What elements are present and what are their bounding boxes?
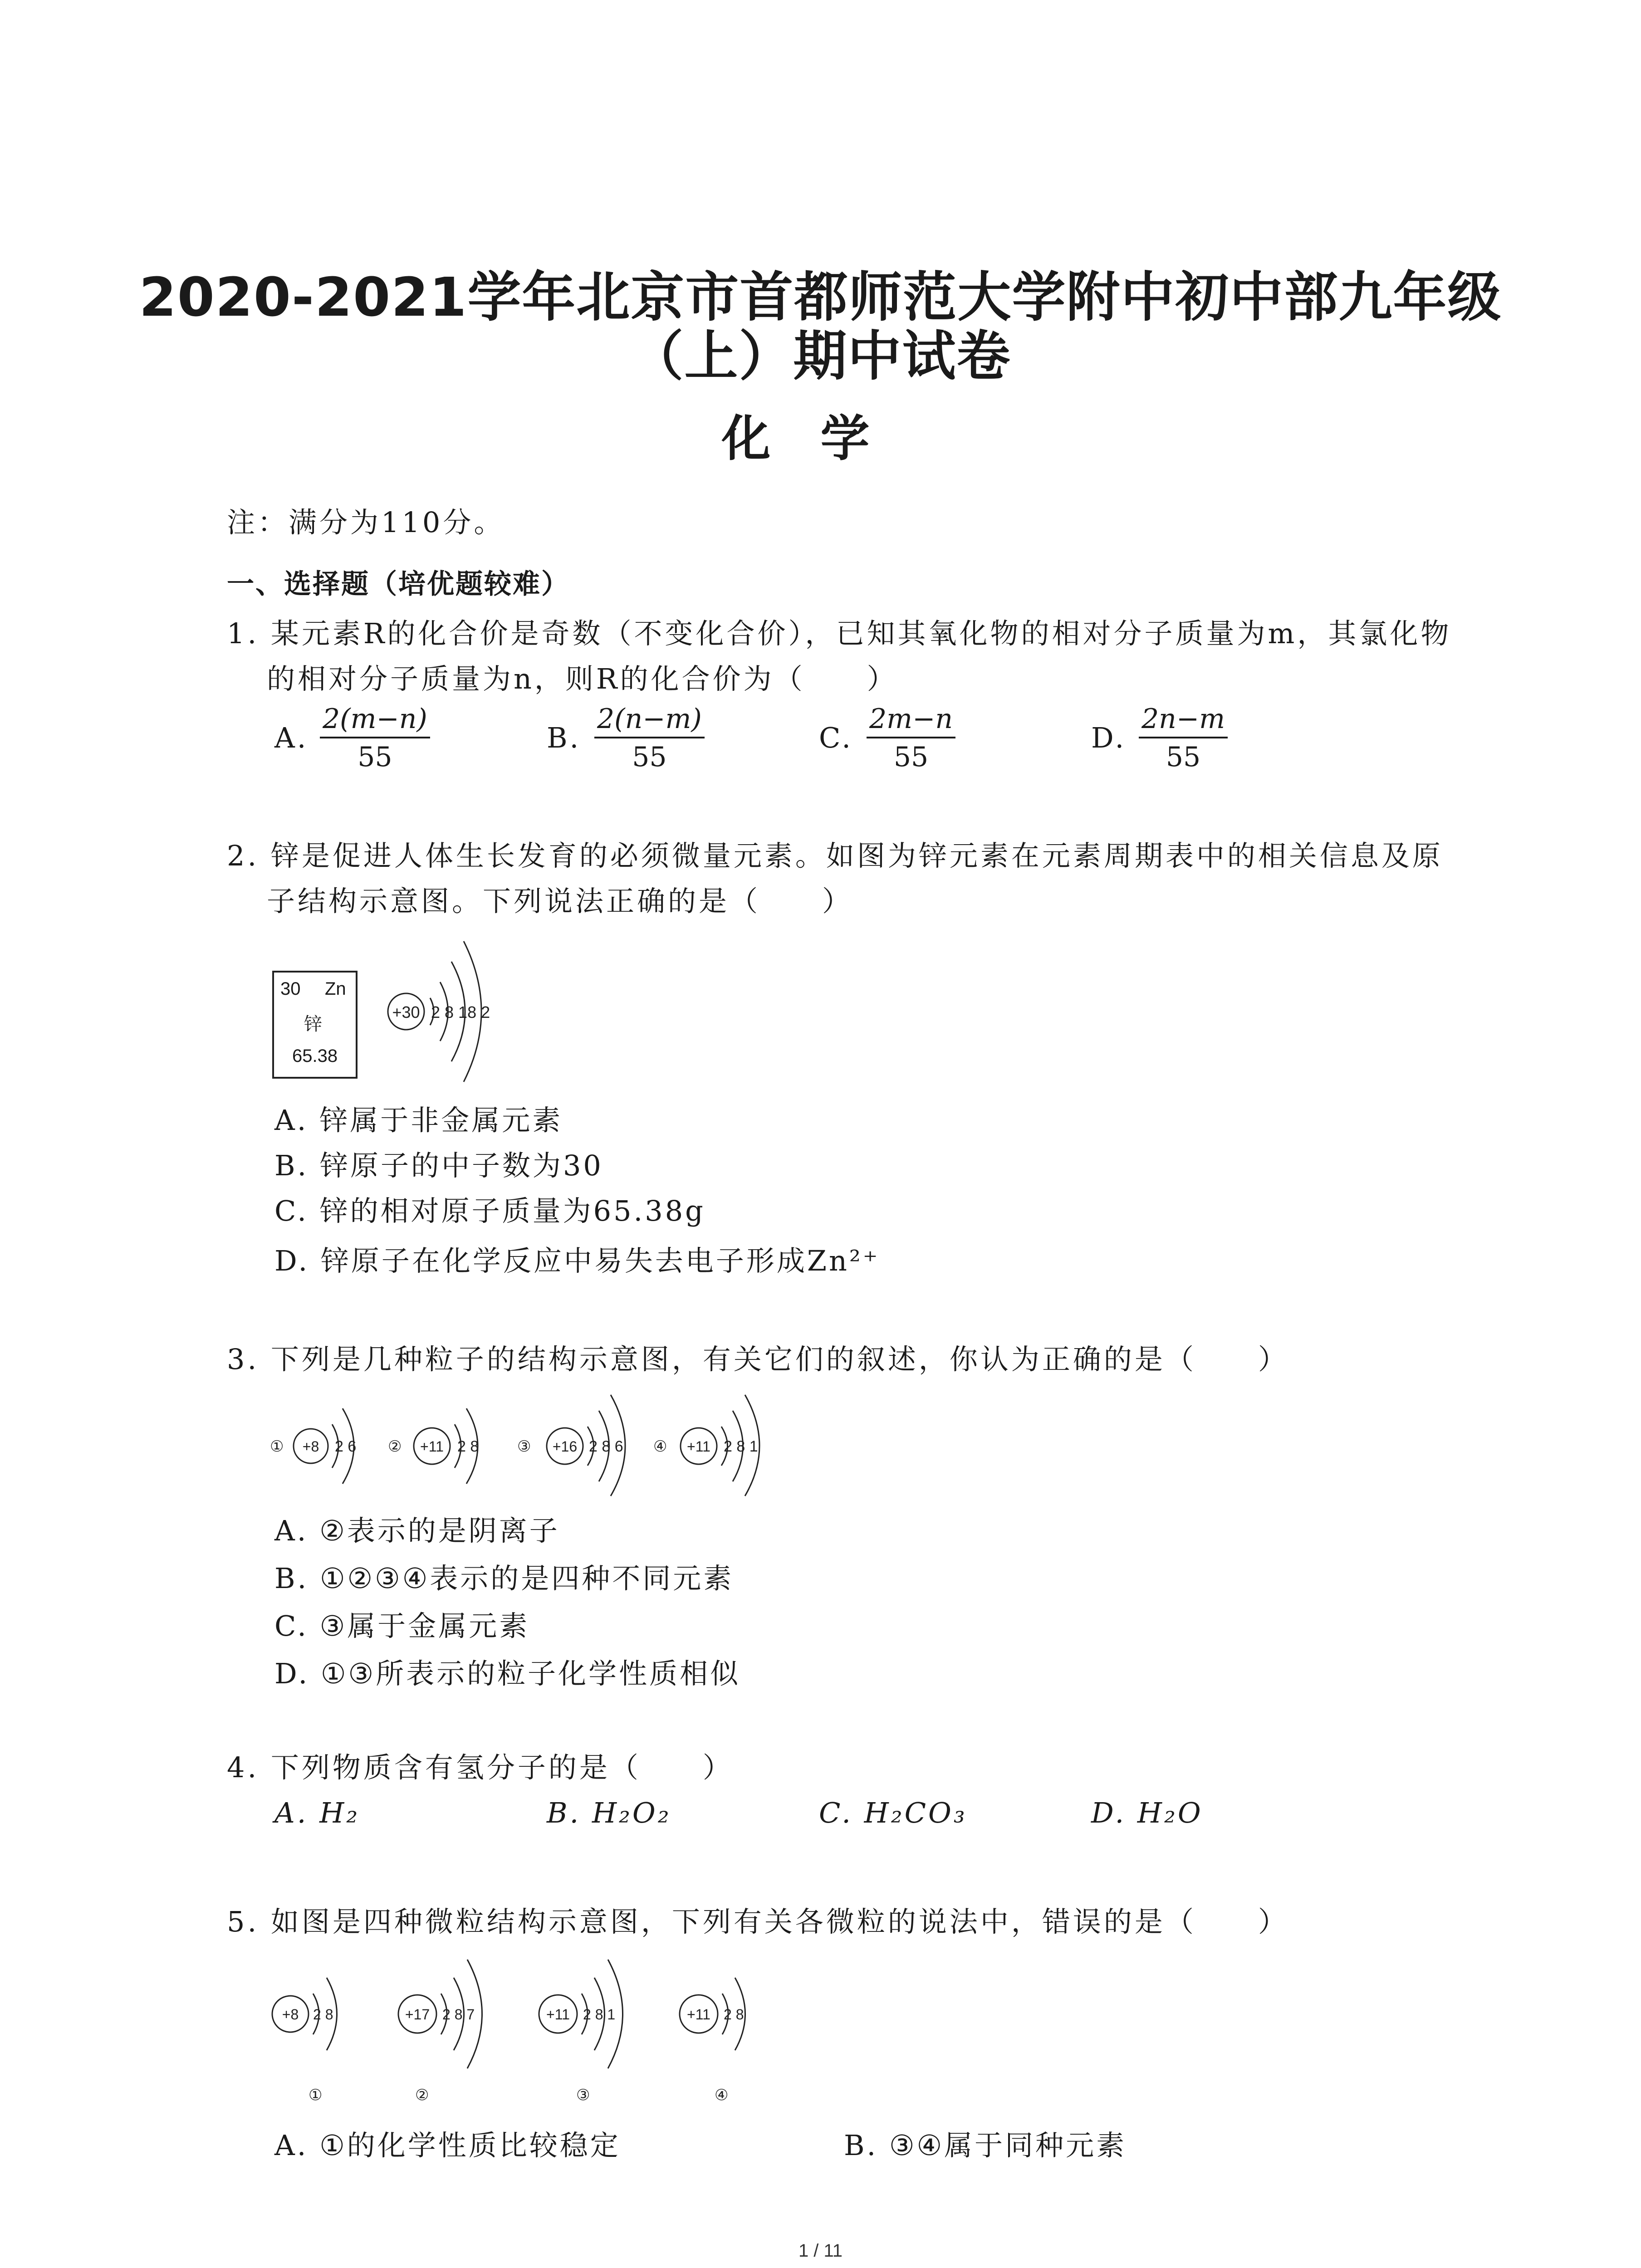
fraction-denominator: 55 bbox=[1166, 741, 1201, 773]
fraction-numerator: 2m−n bbox=[867, 703, 955, 738]
q5-diagram-4-index: ④ bbox=[715, 2087, 729, 2104]
q5-structure-diagrams bbox=[263, 1950, 808, 2105]
q3-diagram-3-index: ③ bbox=[517, 1438, 531, 1455]
q3-diagram-4-nucleus: +11 bbox=[687, 1438, 710, 1455]
q2-option-d: D. 锌原子在化学反应中易失去电子形成Zn²⁺ bbox=[274, 1244, 880, 1277]
q5-diagram-4-shells: 2 8 bbox=[724, 2006, 744, 2023]
fraction-numerator: 2(n−m) bbox=[594, 703, 705, 738]
q3-option-a: A. ②表示的是阴离子 bbox=[274, 1514, 560, 1547]
q5-option-a: A. ①的化学性质比较稳定 bbox=[274, 2129, 621, 2162]
q4-option-a: A. H₂ bbox=[274, 1796, 360, 1829]
periodic-table-cell-zn bbox=[272, 971, 358, 1079]
q2-option-a: A. 锌属于非金属元素 bbox=[274, 1104, 563, 1137]
q1-option-a-fraction bbox=[320, 703, 430, 773]
subject-title: 化学 bbox=[721, 411, 920, 467]
q1-option-a-label: A. bbox=[274, 721, 309, 754]
q1-option-b-fraction bbox=[594, 703, 705, 773]
q5-diagram-3-shells: 2 8 1 bbox=[583, 2006, 616, 2023]
q5-diagram-1-index: ① bbox=[309, 2087, 323, 2104]
q3-option-b: B. ①②③④表示的是四种不同元素 bbox=[274, 1562, 734, 1595]
fraction-denominator: 55 bbox=[358, 741, 392, 773]
q5-diagram-2-nucleus: +17 bbox=[405, 2006, 430, 2023]
element-symbol: Zn bbox=[325, 979, 346, 999]
q1-stem-line2: 的相对分子质量为n，则R的化合价为（ ） bbox=[267, 662, 898, 695]
q5-diagram-2-index: ② bbox=[415, 2087, 429, 2104]
q2-option-b: B. 锌原子的中子数为30 bbox=[274, 1149, 603, 1182]
q5-stem: 5. 如图是四种微粒结构示意图，下列有关各微粒的说法中，错误的是（ ） bbox=[227, 1905, 1289, 1938]
q3-diagram-1-nucleus: +8 bbox=[302, 1438, 319, 1455]
q3-diagram-4-shells: 2 8 1 bbox=[724, 1438, 758, 1455]
q1-option-b-label: B. bbox=[547, 721, 581, 754]
q3-structure-diagrams bbox=[263, 1393, 808, 1497]
q5-diagram-3-index: ③ bbox=[576, 2087, 590, 2104]
q3-diagram-2-index: ② bbox=[388, 1438, 402, 1455]
q2-option-c: C. 锌的相对原子质量为65.38g bbox=[274, 1194, 705, 1227]
q5-diagram-2-shells: 2 8 7 bbox=[442, 2006, 475, 2023]
q1-stem-line1: 1. 某元素R的化合价是奇数（不变化合价），已知其氧化物的相对分子质量为m，其氯化物 bbox=[227, 617, 1452, 650]
q3-diagram-3-nucleus: +16 bbox=[552, 1438, 578, 1455]
page-number: 1 / 11 bbox=[798, 2241, 843, 2261]
q1-option-c-fraction bbox=[867, 703, 955, 773]
q3-stem: 3. 下列是几种粒子的结构示意图，有关它们的叙述，你认为正确的是（ ） bbox=[227, 1343, 1289, 1376]
q5-option-b: B. ③④属于同种元素 bbox=[844, 2129, 1127, 2162]
q3-diagram-2-nucleus: +11 bbox=[420, 1438, 444, 1455]
q3-option-c: C. ③属于金属元素 bbox=[274, 1609, 530, 1642]
zn-atom-structure-diagram bbox=[377, 930, 513, 1093]
q5-diagram-3-nucleus: +11 bbox=[546, 2006, 570, 2023]
section-heading: 一、选择题（培优题较难） bbox=[227, 568, 570, 600]
fraction-numerator: 2(m−n) bbox=[320, 703, 430, 738]
atomic-number: 30 bbox=[280, 979, 301, 999]
atomic-mass: 65.38 bbox=[292, 1046, 338, 1066]
q3-diagram-3-shells: 2 8 6 bbox=[589, 1438, 623, 1455]
page-title-line1: 2020-2021学年北京市首都师范大学附中初中部九年级 bbox=[139, 266, 1502, 328]
q3-diagram-2-shells: 2 8 bbox=[457, 1438, 479, 1455]
score-note: 注：满分为110分。 bbox=[227, 506, 505, 539]
element-name: 锌 bbox=[304, 1014, 322, 1034]
zn-nucleus-label: +30 bbox=[392, 1003, 420, 1022]
q1-option-c-label: C. bbox=[819, 721, 853, 754]
q5-diagram-1-shells: 2 8 bbox=[313, 2006, 333, 2023]
q3-diagram-1-index: ① bbox=[270, 1438, 284, 1455]
q2-stem-line1: 2. 锌是促进人体生长发育的必须微量元素。如图为锌元素在元素周期表中的相关信息及原 bbox=[227, 839, 1443, 872]
fraction-numerator: 2n−m bbox=[1139, 703, 1228, 738]
q3-diagram-4-index: ④ bbox=[653, 1438, 667, 1455]
fraction-denominator: 55 bbox=[632, 741, 667, 773]
q4-option-d: D. H₂O bbox=[1091, 1796, 1203, 1829]
page-title-line2: （上）期中试卷 bbox=[630, 325, 1011, 387]
q4-option-b: B. H₂O₂ bbox=[547, 1796, 671, 1829]
q5-diagram-1-nucleus: +8 bbox=[282, 2006, 299, 2023]
q1-option-d-fraction bbox=[1139, 703, 1228, 773]
q3-diagram-1-shells: 2 6 bbox=[335, 1438, 357, 1455]
q4-stem: 4. 下列物质含有氢分子的是（ ） bbox=[227, 1751, 734, 1784]
zn-shell-electrons: 2 8 18 2 bbox=[431, 1003, 490, 1022]
q4-option-c: C. H₂CO₃ bbox=[819, 1796, 967, 1829]
q3-option-d: D. ①③所表示的粒子化学性质相似 bbox=[274, 1657, 741, 1690]
q1-option-d-label: D. bbox=[1091, 721, 1127, 754]
fraction-denominator: 55 bbox=[893, 741, 929, 773]
q5-diagram-4-nucleus: +11 bbox=[687, 2006, 710, 2023]
q2-stem-line2: 子结构示意图。下列说法正确的是（ ） bbox=[267, 885, 853, 918]
